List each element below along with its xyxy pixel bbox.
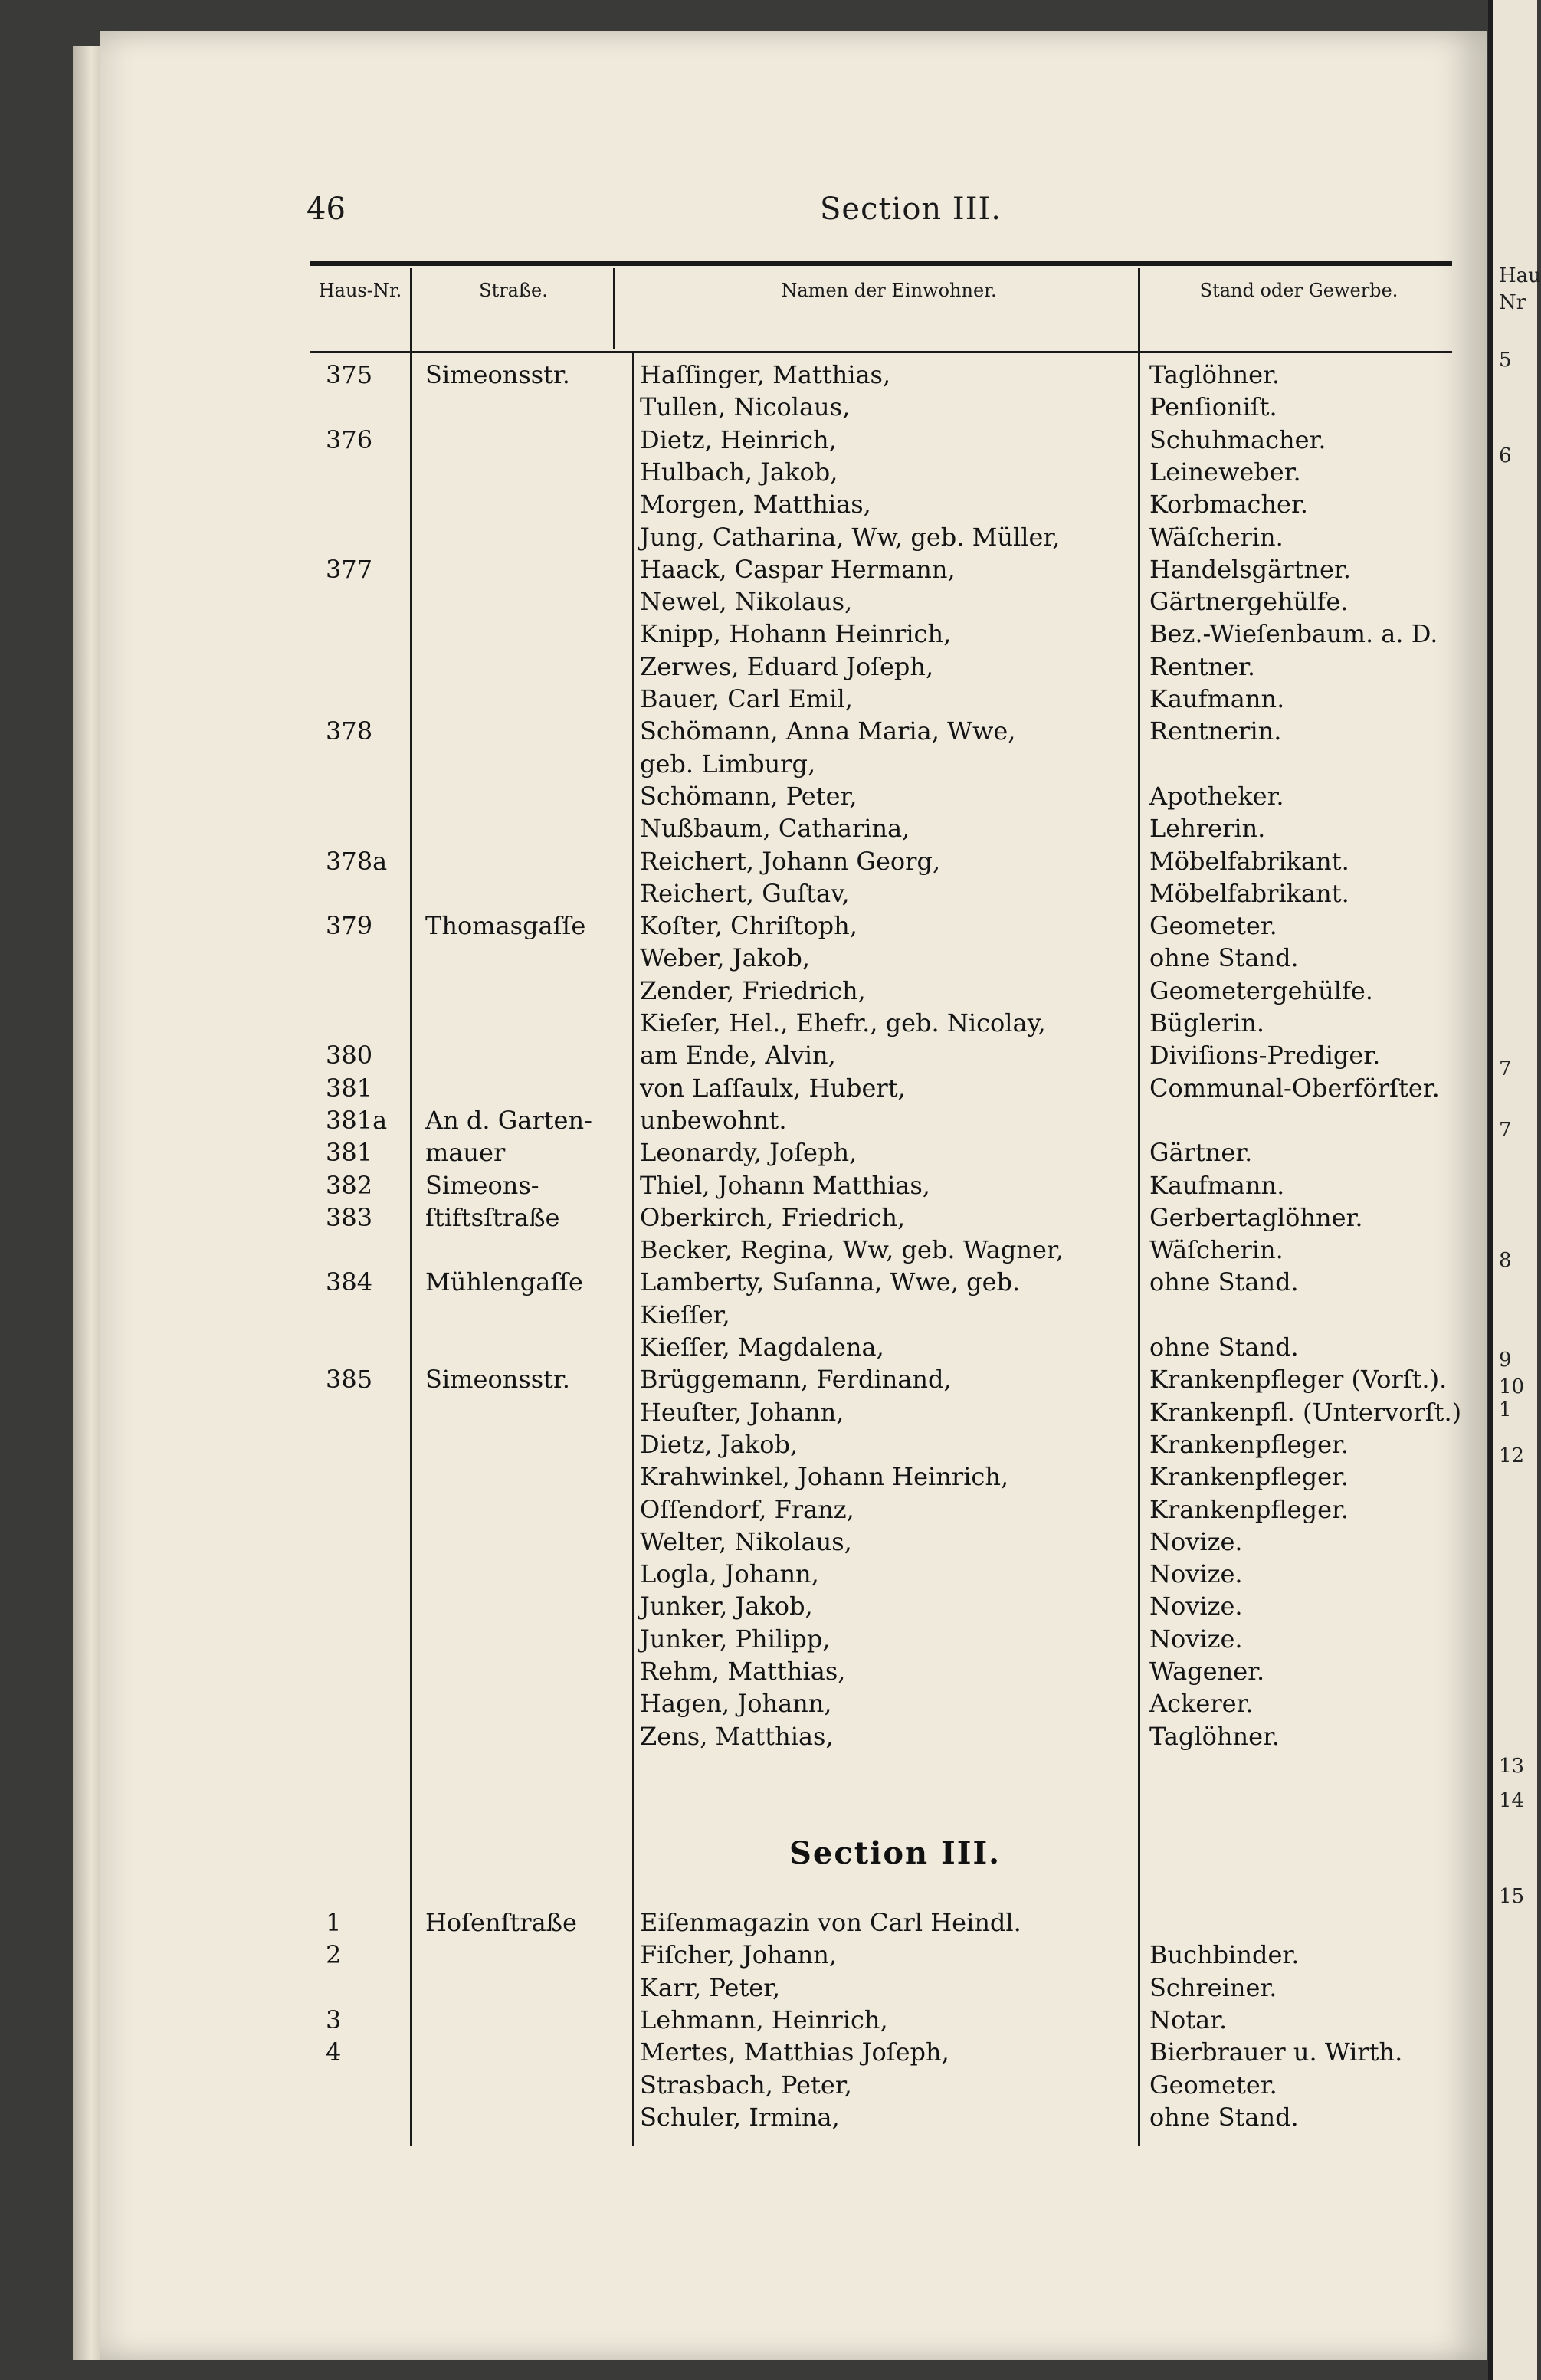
resident-name: Schömann, Anna Maria, Wwe, bbox=[640, 716, 1016, 746]
occupation: Novize. bbox=[1149, 1624, 1243, 1654]
resident-name: Lehmann, Heinrich, bbox=[640, 2005, 888, 2034]
running-title: Section III. bbox=[820, 192, 1002, 227]
house-number: 4 bbox=[326, 2037, 342, 2067]
table-row bbox=[310, 1365, 1460, 1397]
street-name: mauer bbox=[425, 1138, 506, 1168]
resident-name: Knipp, Hohann Heinrich, bbox=[640, 619, 952, 649]
resident-name: Welter, Nikolaus, bbox=[640, 1526, 852, 1556]
resident-name: Haack, Caspar Hermann, bbox=[640, 554, 956, 584]
resident-name: Brüggemann, Ferdinand, bbox=[640, 1365, 952, 1395]
house-number: 384 bbox=[326, 1267, 373, 1297]
column-header-occupation: Stand oder Gewerbe. bbox=[1199, 280, 1398, 301]
street-name: Hoſenſtraße bbox=[425, 1908, 577, 1937]
table-row bbox=[310, 1300, 1460, 1333]
table-row bbox=[310, 1430, 1460, 1462]
table-row bbox=[310, 619, 1460, 651]
resident-name: Mertes, Matthias Joſeph, bbox=[640, 2037, 949, 2067]
resident-name: Becker, Regina, Ww, geb. Wagner, bbox=[640, 1235, 1064, 1265]
table-row bbox=[310, 1689, 1460, 1721]
resident-name: geb. Limburg, bbox=[640, 749, 816, 779]
resident-name: Dietz, Heinrich, bbox=[640, 425, 837, 454]
column-divider bbox=[613, 268, 615, 349]
resident-name: Kieſſer, bbox=[640, 1300, 730, 1329]
occupation: Krankenpfleger. bbox=[1149, 1429, 1349, 1459]
resident-name: Leonardy, Joſeph, bbox=[640, 1138, 857, 1168]
occupation: Korbmacher. bbox=[1149, 490, 1308, 520]
occupation: Bez.-Wieſenbaum. a. D. bbox=[1149, 619, 1438, 649]
facing-fragment: Hau bbox=[1499, 264, 1541, 287]
occupation: Novize. bbox=[1149, 1592, 1243, 1621]
occupation: Schuhmacher. bbox=[1149, 425, 1326, 454]
occupation: Wäſcherin. bbox=[1149, 1235, 1284, 1265]
table-top-rule bbox=[310, 261, 1452, 266]
occupation: Communal-Oberförſter. bbox=[1149, 1073, 1440, 1103]
table-row bbox=[310, 1624, 1460, 1657]
occupation: Penſioniſt. bbox=[1149, 392, 1277, 422]
occupation: ohne Stand. bbox=[1149, 943, 1299, 973]
facing-fragment: Nr bbox=[1499, 291, 1526, 314]
table-row bbox=[310, 1495, 1460, 1527]
table-row bbox=[310, 716, 1460, 749]
occupation: Notar. bbox=[1149, 2005, 1228, 2034]
facing-fragment: 5 bbox=[1499, 349, 1512, 372]
table-row bbox=[310, 1203, 1460, 1235]
table-row bbox=[310, 1074, 1460, 1106]
resident-name: Logla, Johann, bbox=[640, 1559, 819, 1589]
occupation: Handelsgärtner. bbox=[1149, 554, 1351, 584]
resident-name: Weber, Jakob, bbox=[640, 943, 810, 973]
street-name: Simeons- bbox=[425, 1170, 539, 1200]
occupation: Krankenpfleger. bbox=[1149, 1494, 1349, 1524]
table-row bbox=[310, 1908, 1460, 1940]
table-row bbox=[310, 1559, 1460, 1592]
occupation: Kaufmann. bbox=[1149, 1170, 1285, 1200]
table-row bbox=[310, 879, 1460, 911]
table-row bbox=[310, 814, 1460, 846]
resident-name: Reichert, Johann Georg, bbox=[640, 846, 941, 876]
occupation: Geometer. bbox=[1149, 911, 1277, 941]
book-page-edges bbox=[73, 46, 103, 2360]
occupation: Diviſions-Prediger. bbox=[1149, 1041, 1381, 1070]
facing-fragment: 9 bbox=[1499, 1349, 1512, 1372]
facing-fragment: 7 bbox=[1499, 1119, 1512, 1142]
table-row bbox=[310, 1138, 1460, 1170]
table-row bbox=[310, 1527, 1460, 1559]
table-row bbox=[310, 1722, 1460, 1754]
street-name: An d. Garten- bbox=[425, 1105, 592, 1135]
facing-fragment: 12 bbox=[1499, 1444, 1525, 1467]
resident-name: Dietz, Jakob, bbox=[640, 1429, 798, 1459]
table-row bbox=[310, 847, 1460, 879]
table-row bbox=[310, 1940, 1460, 1972]
facing-fragment: 15 bbox=[1499, 1885, 1525, 1908]
resident-name: Zens, Matthias, bbox=[640, 1721, 834, 1751]
facing-fragment: 13 bbox=[1499, 1755, 1525, 1778]
house-number: 380 bbox=[326, 1041, 373, 1070]
occupation: Bierbrauer u. Wirth. bbox=[1149, 2037, 1403, 2067]
house-number: 377 bbox=[326, 554, 373, 584]
occupation: Rentner. bbox=[1149, 651, 1255, 681]
street-name: Simeonsstr. bbox=[425, 360, 570, 389]
facing-page-fragment bbox=[1488, 0, 1541, 2380]
table-row bbox=[310, 1333, 1460, 1365]
table-row bbox=[310, 652, 1460, 684]
resident-name: Nußbaum, Catharina, bbox=[640, 814, 910, 844]
table-row bbox=[310, 2070, 1460, 2103]
occupation: Gärtnergehülfe. bbox=[1149, 587, 1349, 617]
street-name: Thomasgaſſe bbox=[425, 911, 586, 941]
table-row bbox=[310, 490, 1460, 522]
house-number: 378 bbox=[326, 716, 373, 746]
occupation: Krankenpfleger. bbox=[1149, 1462, 1349, 1492]
table-row bbox=[310, 1008, 1460, 1041]
resident-name: von Laſſaulx, Hubert, bbox=[640, 1073, 906, 1103]
resident-name: Zender, Friedrich, bbox=[640, 975, 866, 1005]
resident-name: Schömann, Peter, bbox=[640, 781, 857, 811]
table-row bbox=[310, 943, 1460, 975]
occupation: Novize. bbox=[1149, 1559, 1243, 1589]
facing-fragment: 8 bbox=[1499, 1249, 1512, 1272]
house-number: 385 bbox=[326, 1365, 373, 1395]
table-row bbox=[310, 392, 1460, 425]
street-name: ſtiftsſtraße bbox=[425, 1202, 560, 1232]
occupation: Ackerer. bbox=[1149, 1689, 1254, 1719]
resident-name: Oberkirch, Friedrich, bbox=[640, 1202, 906, 1232]
occupation: ohne Stand. bbox=[1149, 2102, 1299, 2132]
table-row bbox=[310, 749, 1460, 782]
occupation: Krankenpfl. (Untervorſt.) bbox=[1149, 1397, 1462, 1427]
house-number: 381 bbox=[326, 1073, 373, 1103]
house-number: 378a bbox=[326, 846, 388, 876]
resident-name: Jung, Catharina, Ww, geb. Müller, bbox=[640, 522, 1061, 552]
resident-name: Kieſer, Hel., Ehefr., geb. Nicolay, bbox=[640, 1008, 1046, 1038]
table-row bbox=[310, 425, 1460, 457]
page-header bbox=[215, 184, 1456, 230]
house-number: 383 bbox=[326, 1202, 373, 1232]
resident-name: Eiſenmagazin von Carl Heindl. bbox=[640, 1908, 1021, 1937]
resident-name: Tullen, Nicolaus, bbox=[640, 392, 851, 422]
table-row bbox=[310, 523, 1460, 555]
facing-fragment: 10 1 bbox=[1499, 1375, 1525, 1421]
house-number: 376 bbox=[326, 425, 373, 454]
resident-name: Lamberty, Suſanna, Wwe, geb. bbox=[640, 1267, 1021, 1297]
occupation: Taglöhner. bbox=[1149, 1721, 1280, 1751]
column-header-house-no: Haus-Nr. bbox=[318, 280, 402, 301]
table-row bbox=[310, 911, 1460, 943]
house-number: 1 bbox=[326, 1908, 342, 1937]
occupation: Gärtner. bbox=[1149, 1138, 1253, 1168]
occupation: Kaufmann. bbox=[1149, 684, 1285, 713]
table-row bbox=[310, 1267, 1460, 1300]
table-row bbox=[310, 684, 1460, 716]
resident-name: Junker, Jakob, bbox=[640, 1592, 813, 1621]
table-row bbox=[310, 1041, 1460, 1073]
resident-name: Karr, Peter, bbox=[640, 1972, 781, 2002]
occupation: Lehrerin. bbox=[1149, 814, 1266, 844]
house-number: 381a bbox=[326, 1105, 388, 1135]
resident-name: Koſter, Chriſtoph, bbox=[640, 911, 857, 941]
table-row bbox=[310, 1235, 1460, 1267]
table-row bbox=[310, 555, 1460, 587]
resident-name: Kieſſer, Magdalena, bbox=[640, 1333, 884, 1362]
facing-fragment: 14 bbox=[1499, 1789, 1525, 1812]
resident-name: Bauer, Carl Emil, bbox=[640, 684, 853, 713]
resident-name: Morgen, Matthias, bbox=[640, 490, 871, 520]
occupation: Taglöhner. bbox=[1149, 360, 1280, 389]
resident-name: Reichert, Guſtav, bbox=[640, 878, 850, 908]
house-number: 3 bbox=[326, 2005, 342, 2034]
occupation: ohne Stand. bbox=[1149, 1267, 1299, 1297]
occupation: Geometergehülfe. bbox=[1149, 975, 1373, 1005]
occupation: Schreiner. bbox=[1149, 1972, 1277, 2002]
table-row bbox=[310, 457, 1460, 490]
resident-name: Oſſendorf, Franz, bbox=[640, 1494, 854, 1524]
occupation: Apotheker. bbox=[1149, 781, 1284, 811]
occupation: Geometer. bbox=[1149, 2070, 1277, 2100]
occupation: Rentnerin. bbox=[1149, 716, 1282, 746]
resident-name: Newel, Nikolaus, bbox=[640, 587, 853, 617]
table-row bbox=[310, 1171, 1460, 1203]
resident-name: Rehm, Matthias, bbox=[640, 1657, 846, 1686]
resident-name: Fiſcher, Johann, bbox=[640, 1940, 838, 1970]
house-number: 2 bbox=[326, 1940, 342, 1970]
resident-name: Zerwes, Eduard Joſeph, bbox=[640, 651, 934, 681]
table-row bbox=[310, 782, 1460, 814]
occupation: Möbelfabrikant. bbox=[1149, 878, 1349, 908]
facing-fragment: 6 bbox=[1499, 444, 1512, 467]
table-row bbox=[310, 1592, 1460, 1624]
occupation: Wagener. bbox=[1149, 1657, 1265, 1686]
house-number: 382 bbox=[326, 1170, 373, 1200]
resident-name: Thiel, Johann Matthias, bbox=[640, 1170, 930, 1200]
resident-name: unbewohnt. bbox=[640, 1105, 787, 1135]
column-header-street: Straße. bbox=[479, 280, 548, 301]
occupation: Wäſcherin. bbox=[1149, 522, 1284, 552]
section-heading: Section III. bbox=[789, 1835, 1002, 1871]
resident-name: Haſſinger, Matthias, bbox=[640, 360, 891, 389]
house-number: 379 bbox=[326, 911, 373, 941]
table-header-rule bbox=[310, 351, 1452, 353]
resident-name: Hulbach, Jakob, bbox=[640, 457, 838, 487]
occupation: Buchbinder. bbox=[1149, 1940, 1300, 1970]
resident-name: Heuſter, Johann, bbox=[640, 1397, 844, 1427]
table-row bbox=[310, 1657, 1460, 1689]
table-row bbox=[310, 1973, 1460, 2005]
table-row bbox=[310, 1398, 1460, 1430]
table-row bbox=[310, 2103, 1460, 2135]
occupation: Büglerin. bbox=[1149, 1008, 1265, 1038]
occupation: Novize. bbox=[1149, 1526, 1243, 1556]
street-name: Mühlengaſſe bbox=[425, 1267, 583, 1297]
table-row bbox=[310, 976, 1460, 1008]
resident-name: am Ende, Alvin, bbox=[640, 1041, 836, 1070]
page-number: 46 bbox=[307, 192, 346, 227]
table-row bbox=[310, 360, 1460, 392]
resident-name: Junker, Philipp, bbox=[640, 1624, 831, 1654]
occupation: ohne Stand. bbox=[1149, 1333, 1299, 1362]
street-name: Simeonsstr. bbox=[425, 1365, 570, 1395]
resident-name: Schuler, Irmina, bbox=[640, 2102, 840, 2132]
occupation: Gerbertaglöhner. bbox=[1149, 1202, 1363, 1232]
house-number: 381 bbox=[326, 1138, 373, 1168]
table-row bbox=[310, 2037, 1460, 2070]
table-row bbox=[310, 587, 1460, 619]
table-row bbox=[310, 1462, 1460, 1494]
occupation: Krankenpfleger (Vorſt.). bbox=[1149, 1365, 1448, 1395]
column-header-names: Namen der Einwohner. bbox=[781, 280, 997, 301]
resident-name: Krahwinkel, Johann Heinrich, bbox=[640, 1462, 1009, 1492]
occupation: Leineweber. bbox=[1149, 457, 1301, 487]
table-row bbox=[310, 2005, 1460, 2037]
house-number: 375 bbox=[326, 360, 373, 389]
occupation: Möbelfabrikant. bbox=[1149, 846, 1349, 876]
resident-name: Strasbach, Peter, bbox=[640, 2070, 852, 2100]
table-row bbox=[310, 1106, 1460, 1138]
resident-name: Hagen, Johann, bbox=[640, 1689, 832, 1719]
facing-fragment: 7 bbox=[1499, 1057, 1512, 1080]
